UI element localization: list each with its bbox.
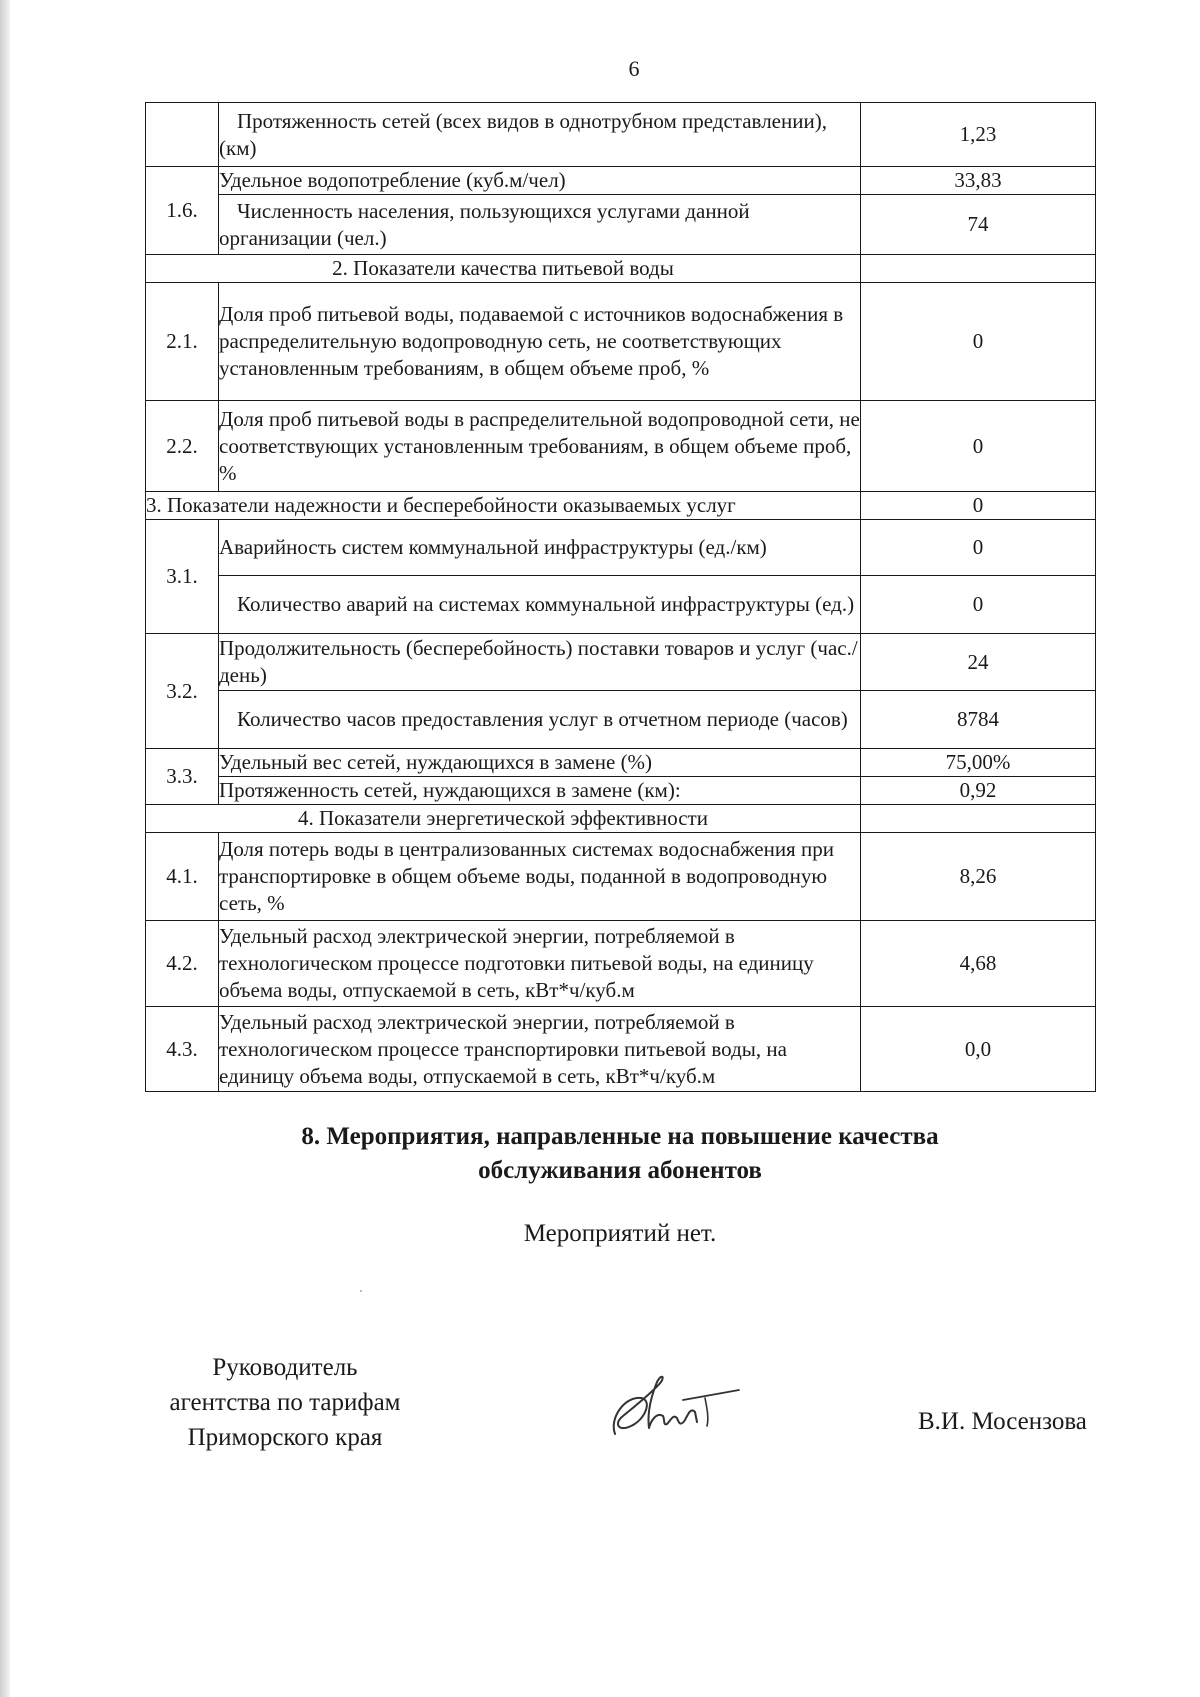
indicator-label: Удельное водопотребление (куб.м/чел) (219, 167, 861, 195)
section-title: 4. Показатели энергетической эффективности (146, 805, 861, 833)
indicator-value: 0,92 (861, 777, 1096, 805)
indicator-value: 0,0 (861, 1007, 1096, 1092)
indicator-label: Доля потерь воды в централизованных системах водоснабжения при транспортировке в общем объеме воды, поданной в водопроводную сеть, % (219, 833, 861, 921)
page-edge (0, 0, 10, 1697)
handwritten-signature (605, 1368, 745, 1448)
indicator-label: Удельный расход электрической энергии, потребляемой в технологическом процессе подготовки питьевой воды, на единицу объема воды, отпускаемой в сеть, кВт*ч/куб.м (219, 921, 861, 1007)
indicator-value (861, 805, 1096, 833)
indicator-value: 1,23 (861, 103, 1096, 167)
section-row (146, 255, 1096, 283)
table-row (146, 520, 1096, 576)
indicator-value: 33,83 (861, 167, 1096, 195)
indicator-value: 4,68 (861, 921, 1096, 1007)
indicator-value: 0 (861, 576, 1096, 634)
row-number: 1.6. (146, 167, 219, 255)
indicator-value (861, 255, 1096, 283)
indicator-value: 0 (861, 283, 1096, 401)
signer-title-line: Приморского края (187, 1424, 383, 1451)
indicator-label: Продолжительность (бесперебойность) поставки товаров и услуг (час./день) (219, 634, 861, 691)
table-row (146, 921, 1096, 1007)
row-number: 4.2. (146, 921, 219, 1007)
indicator-label: Протяженность сетей (всех видов в однотрубном представлении), (км) (219, 103, 861, 167)
indicator-value: 74 (861, 195, 1096, 255)
table-row (146, 167, 1096, 195)
table-row (146, 691, 1096, 749)
table-row (146, 833, 1096, 921)
indicators-table (145, 102, 1096, 1092)
signer-title-line: Руководитель (212, 1354, 358, 1381)
section-row (146, 492, 1096, 520)
indicator-label: Количество аварий на системах коммунальной инфраструктуры (ед.) (219, 576, 861, 634)
row-number: 4.3. (146, 1007, 219, 1092)
table-row (146, 1007, 1096, 1092)
indicator-value: 24 (861, 634, 1096, 691)
section-8-heading-line: обслуживания абонентов (478, 1157, 762, 1184)
signer-name: В.И. Мосензова (918, 1408, 1087, 1435)
indicator-label: Количество часов предоставления услуг в отчетном периоде (часов) (219, 691, 861, 749)
table-row (146, 103, 1096, 167)
table-row (146, 777, 1096, 805)
scan-speck (360, 1290, 362, 1292)
indicator-label: Численность населения, пользующихся услугами данной организации (чел.) (219, 195, 861, 255)
row-number: 3.1. (146, 520, 219, 634)
row-number: 3.2. (146, 634, 219, 749)
section-row (146, 805, 1096, 833)
indicator-value: 0 (861, 401, 1096, 492)
indicator-label: Удельный вес сетей, нуждающихся в замене (%) (219, 749, 861, 777)
page-number: 6 (628, 56, 640, 81)
table-row (146, 749, 1096, 777)
row-number: 2.1. (146, 283, 219, 401)
indicator-label: Доля проб питьевой воды в распределительной водопроводной сети, не соответствующих установленным требованиям, в общем объеме проб, % (219, 401, 861, 492)
table-row (146, 283, 1096, 401)
indicator-label: Доля проб питьевой воды, подаваемой с источников водоснабжения в распределительную водопроводную сеть, не соответствующих установленным требованиям, в общем объеме проб, % (219, 283, 861, 401)
signer-title (140, 1350, 430, 1455)
row-number: 2.2. (146, 401, 219, 492)
no-activities-text: Мероприятий нет. (523, 1220, 717, 1247)
indicator-label: Удельный расход электрической энергии, потребляемой в технологическом процессе транспортировки питьевой воды, на единицу объема воды, отпускаемой в сеть, кВт*ч/куб.м (219, 1007, 861, 1092)
section-8-heading (145, 1120, 1095, 1188)
section-title: 2. Показатели качества питьевой воды (146, 255, 861, 283)
indicator-value: 8,26 (861, 833, 1096, 921)
row-number: 3.3. (146, 749, 219, 805)
row-number: 4.1. (146, 833, 219, 921)
indicator-value: 75,00% (861, 749, 1096, 777)
signer-title-line: агентства по тарифам (169, 1389, 401, 1416)
section-title: 3. Показатели надежности и бесперебойности оказываемых услуг (146, 492, 861, 520)
indicator-value: 0 (861, 492, 1096, 520)
table-row (146, 401, 1096, 492)
indicator-value: 0 (861, 520, 1096, 576)
table-row (146, 634, 1096, 691)
table-row (146, 195, 1096, 255)
section-8-heading-line: 8. Мероприятия, направленные на повышение качества (301, 1123, 939, 1150)
indicator-label: Протяженность сетей, нуждающихся в замене (км): (219, 777, 861, 805)
table-row (146, 576, 1096, 634)
row-number (146, 103, 219, 167)
indicator-label: Аварийность систем коммунальной инфраструктуры (ед./км) (219, 520, 861, 576)
indicator-value: 8784 (861, 691, 1096, 749)
